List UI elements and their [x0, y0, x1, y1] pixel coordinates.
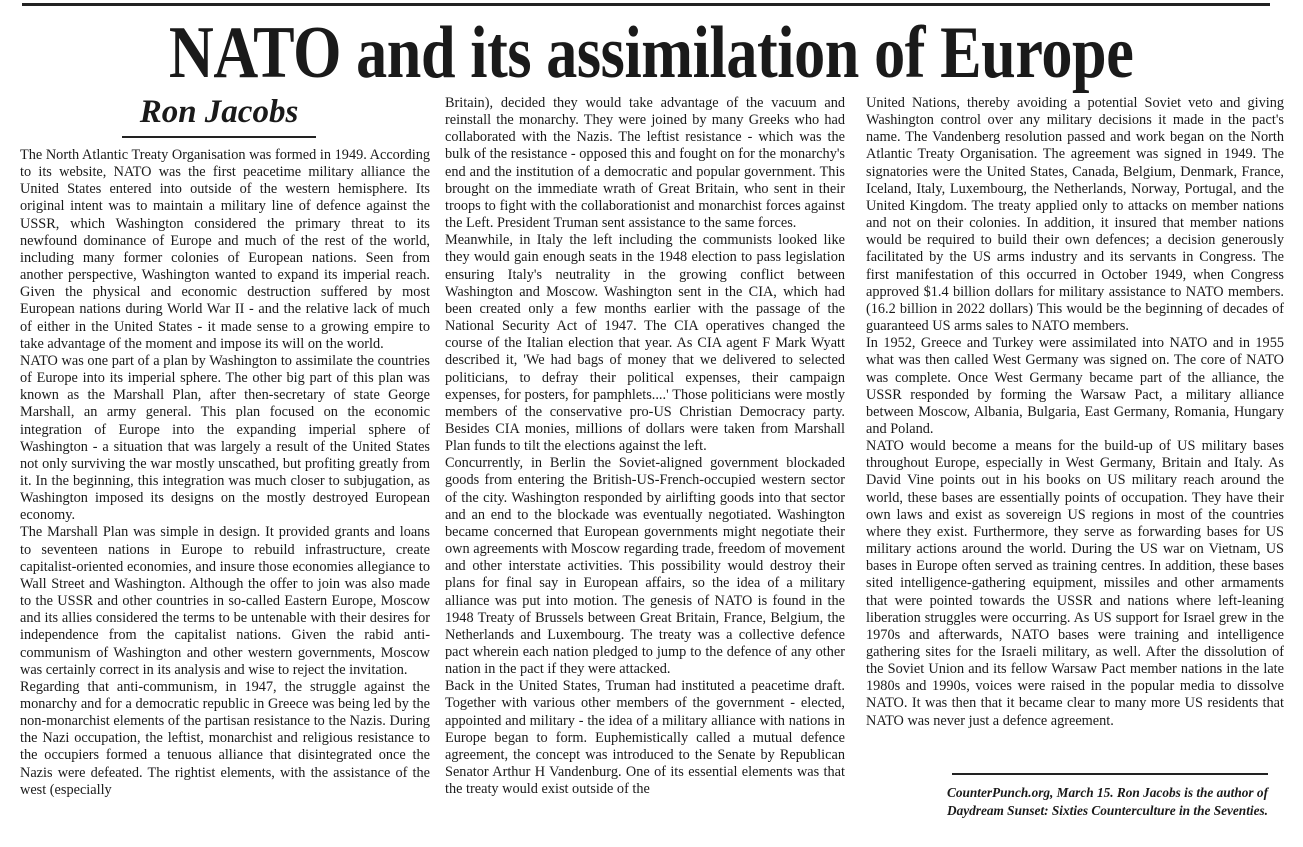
author-note-line: CounterPunch.org, March 15. Ron Jacobs is the author of: [946, 785, 1268, 800]
footer-rule: [952, 773, 1268, 775]
paragraph: NATO would become a means for the build-up of US military bases throughout Europe, especially in West Germany, Britain and Italy. As David Vine points out in his books on US military reach around the world, these bases are essentially points of occupation. They have their own laws and exist as sovereign US regions in most of the countries where they exist. Furthermore, they serve as forwarding bases for US military actions around the world. During the US war on Vietnam, US bases in Europe often served as training centres. In addition, these bases sited intelligence-gathering equipment, missiles and other armaments that were pointed towards the USSR and nations where left-leaning liberation struggles were occurring. As US support for Israel grew in the 1970s and afterwards, NATO bases were training and intelligence gathering sites for the Israeli military, as well. After the dissolution of the Soviet Union and its fellow Warsaw Pact member nations in the late 1980s and 1990s, voices were raised in the popular media to dissolve NATO. It was then that it became clear to many more US residents that NATO was never just a defence agreement.: [866, 438, 1284, 729]
article-column-1: [20, 147, 430, 799]
paragraph: United Nations, thereby avoiding a potential Soviet veto and giving Washington control over any military decisions it made in the pact's name. The Vandenberg resolution passed and work began on the North Atlantic Treaty Organisation. The agreement was signed in 1949. The signatories were the United States, Canada, Belgium, Denmark, France, Iceland, Italy, Luxembourg, the Netherlands, Norway, Portugal, and the United Kingdom. The treaty applied only to attacks on member nations and not on their colonies. In addition, it insured that member nations would be required to build their own defences; a decision generously facilitated by the US arms industry and its servants in Congress. The first manifestation of this occurred in October 1949, when Congress approved $1.4 billion dollars for military assistance to NATO members. (16.2 billion in 2022 dollars) This would be the beginning of decades of guaranteed US arms sales to NATO members.: [866, 95, 1284, 335]
article-column-3: [866, 95, 1284, 730]
paragraph: The North Atlantic Treaty Organisation was formed in 1949. According to its website, NATO was the first peacetime military alliance the United States entered into outside of the western hemisphere. Its original intent was to maintain a military line of defence against the USSR, which Washington considered the primary threat to its newfound dominance of Europe and much of the rest of the world, including many former colonies of European nations. Seen from another perspective, Washington wanted to expand its imperial reach. Given the physical and economic destruction suffered by most European nations during World War II - and the relative lack of much of either in the United States - it made sense to a growing empire to take advantage of the moment and impose its will on the world.: [20, 147, 430, 352]
paragraph: The Marshall Plan was simple in design. It provided grants and loans to seventeen nations in Europe to rebuild infrastructure, create capitalist-oriented economies, and insure those economies allegiance to Wall Street and Washington. Although the offer to join was also made to the USSR and other countries in so-called Eastern Europe, Moscow and its allies considered the terms to be untenable with their desires for independence from the capitalist nations. Given the rabid anti-communism of Washington and other western governments, Moscow was certainly correct in its analysis and wise to reject the invitation.: [20, 524, 430, 678]
byline: Ron Jacobs: [122, 92, 316, 138]
paragraph: NATO was one part of a plan by Washington to assimilate the countries of Europe into its imperial sphere. The other big part of this plan was known as the Marshall Plan, after then-secretary of state George Marshall, an army general. This plan focused on the economic integration of Europe into the expanding imperial sphere of Washington - a situation that was largely a result of the United States not only surviving the war mostly unscathed, but profiting greatly from it. In the beginning, this integration was much closer to subjugation, as Washington imposed its designs on the mostly destroyed European economy.: [20, 352, 430, 524]
paragraph: Regarding that anti-communism, in 1947, the struggle against the monarchy and for a democratic republic in Greece was being led by the non-monarchist elements of the partisan resistance to the Nazis. During the Nazi occupation, the leftist, monarchist and religious resistance to the occupiers formed a tenuous alliance that disintegrated once the Nazis were defeated. The rightist elements, with the assistance of the west (especially: [20, 678, 430, 798]
paragraph: In 1952, Greece and Turkey were assimilated into NATO and in 1955 what was then called West Germany was signed on. The core of NATO was complete. Once West Germany became part of the alliance, the USSR responded by forming the Warsaw Pact, a military alliance between Moscow, Albania, Bulgaria, East Germany, Romania, Hungary and Poland.: [866, 335, 1284, 437]
paragraph: Back in the United States, Truman had instituted a peacetime draft. Together with various other members of the government - elected, appointed and military - the idea of a military alliance with nations in Europe began to form. Euphemistically called a mutual defence agreement, the concept was introduced to the Senate by Republican Senator Arthur H Vandenburg. One of its essential elements was that the treaty would exist outside of the: [445, 678, 845, 798]
headline-text: NATO and its assimilation of Europe: [169, 12, 1134, 94]
author-note-line: Daydream Sunset: Sixties Counterculture in the Seventies.: [946, 803, 1268, 818]
paragraph: Concurrently, in Berlin the Soviet-aligned government blockaded goods from entering the British-US-French-occupied western sector of the city. Washington responded by airlifting goods into that sector and an end to the blockade was eventually negotiated. Washington became concerned that European governments might negotiate their own agreements with Moscow regarding trade, freedom of movement and other interstate activities. This possibility would destroy their plans for final say in European affairs, so the idea of a military alliance was put into motion. The genesis of NATO is found in the 1948 Treaty of Brussels between Great Britain, France, Belgium, the Netherlands and Luxembourg. The treaty was a collective defence pact wherein each nation pledged to jump to the defence of any other nation in the pact if they were attacked.: [445, 455, 845, 678]
article-column-2: [445, 95, 845, 798]
paragraph: Britain), decided they would take advantage of the vacuum and reinstall the monarchy. They were joined by many Greeks who had collaborated with the Nazis. The leftist resistance - which was the bulk of the resistance - opposed this and fought on for the monarchy's end and the institution of a democratic and popular government. This brought on the immediate wrath of Great Britain, who sent in their troops to fight with the collaborationist and monarchist forces against the Left. President Truman sent assistance to the same forces.: [445, 95, 845, 232]
top-rule: [22, 3, 1270, 6]
headline: [0, 8, 1303, 98]
paragraph: Meanwhile, in Italy the left including the communists looked like they would gain enough seats in the 1948 election to pass legislation ensuring Italy's neutrality in the growing conflict between Washington and Moscow. Washington sent in the CIA, which had been created only a few months earlier with the passage of the National Security Act of 1947. The CIA operatives changed the course of the Italian election that year. As CIA agent F Mark Wyatt described it, 'We had bags of money that we delivered to selected politicians, to defray their political expenses, their campaign expenses, for posters, for pamphlets....' Those politicians were mostly members of the conservative pro-US Christian Democracy party. Besides CIA monies, millions of dollars were taken from Marshall Plan funds to tilt the elections against the left.: [445, 232, 845, 455]
author-note: [866, 784, 1268, 820]
